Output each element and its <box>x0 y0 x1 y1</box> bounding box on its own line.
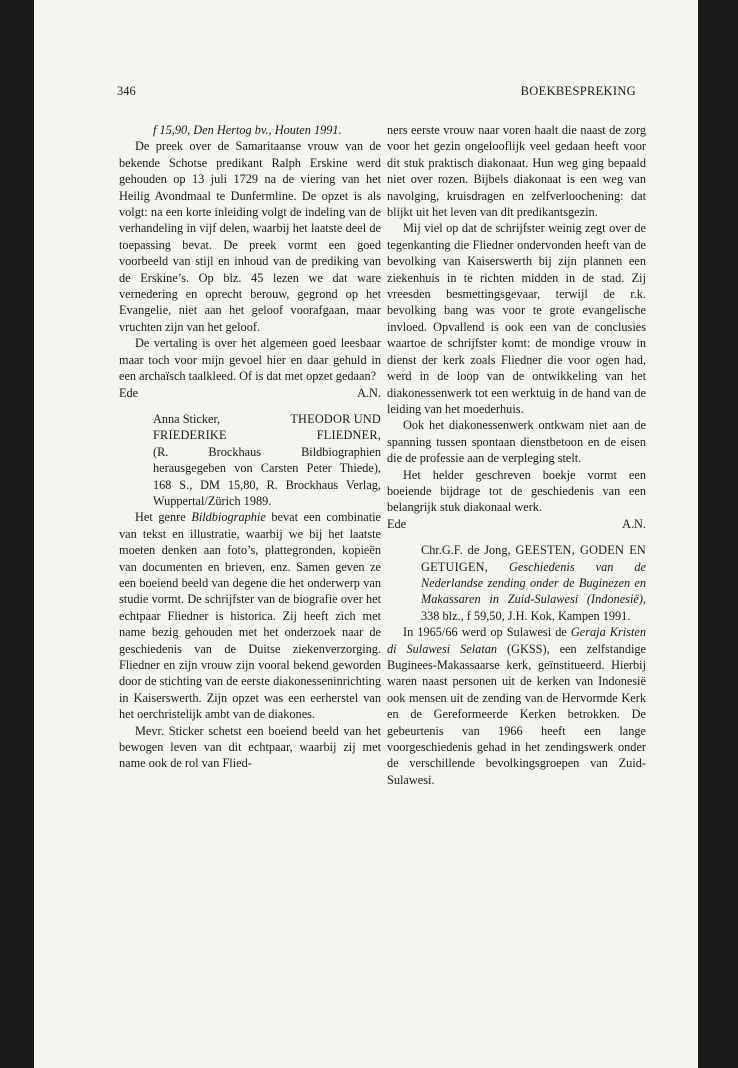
book-title-line: THEODOR UND <box>290 411 381 426</box>
signature-place: Ede <box>119 385 139 400</box>
running-head: BOEKBESPREKING <box>520 84 636 98</box>
signature <box>387 516 646 532</box>
right-column <box>387 122 646 788</box>
book-title: GEESTEN, GODEN EN GETUIGEN, <box>421 543 646 574</box>
paragraph: De preek over de Samaritaanse vrouw van de bekende Schotse predikant Ralph Erskine werd gehouden op 13 juli 1729 na de viering van het Heilig Avondmaal te Dunfermline. De opzet is als volgt: na een korte inleiding volgt de indeling van de verhandeling in vijf delen, waarbij het laatste deel de toepassing bevat. De preek vormt een goed voorbeeld van stijl en inhoud van de prediking van de Erskine’s. Op blz. 45 lezen we dat ware vernedering en oprecht berouw, gegrond op het Evangelie, niet aan het geloof voorafgaan, maar vruchten zijn van het geloof. <box>119 139 381 334</box>
paragraph: De vertaling is over het algemeen goed leesbaar maar toch voor mijn gevoel hier en daar gehuld in een archaïsch taalkleed. Of is dat met opzet gedaan? <box>119 336 381 384</box>
book-details: , 338 blz., f 59,50, J.H. Kok, Kampen 1991. <box>421 592 646 623</box>
book-subtitle: Geschiedenis van de Nederlandse zending onder de Buginezen en Makassaren in Zuid-Sulawesi (Indonesië) <box>421 559 646 607</box>
bibliographic-entry <box>387 542 646 624</box>
page <box>34 0 698 1068</box>
paragraph: ners eerste vrouw naar voren haalt die naast de zorg voor het gezin ongelooflijk veel gedaan heeft voor dit stuk praktisch diakonaat. Hun weg ging bepaald niet over rozen. Bijbels diakonaat is een weg van navolging, kruisdragen en zelfverloochening: dat blijkt uit het leven van dit predikantsgezin. <box>387 123 646 220</box>
bibliographic-entry <box>119 411 381 509</box>
book-title-line: FRIEDERIKE <box>153 428 227 443</box>
left-column <box>119 122 381 772</box>
paragraph: Mij viel op dat de schrijfster weinig zegt over de tegenkanting die Fliedner ondervonden heeft van de bevolking van Kaiserswerth bij zijn plannen een ziekenhuis in te richten midden in de stad. Zij vreesden besmettingsgevaar, terwijl de r.k. bevolking bang was voor te grote evangelische invloed. Opvallend is ook een van de conclusies waartoe de schrijfster komt: de mondige vrouw in dienst der kerk zoals Fliedner die voor ogen had, werd in de loop van de ontwikkeling van het diakonessenwerk tot een werktuig in de hand van de leiding van het moederhuis. <box>387 221 646 416</box>
citation-continuation: f 15,90, Den Hertog bv., Houten 1991. <box>153 123 342 137</box>
paragraph: Het helder geschreven boekje vormt een boeiende bijdrage tot de geschiedenis van een belangrijk stuk diakonaal werk. <box>387 467 646 515</box>
paragraph: Mevr. Sticker schetst een boeiend beeld van het bewogen leven van dit echtpaar, waarbij zij met name ook de rol van Flied- <box>119 723 381 771</box>
signature-place: Ede <box>387 516 407 531</box>
signature <box>119 385 381 401</box>
signature-initials: A.N. <box>622 516 646 531</box>
paragraph: Ook het diakonessenwerk ontkwam niet aan de spanning tussen spontaan dienstbetoon en de eisen die de professie aan de verpleging stelt. <box>387 418 646 466</box>
book-author: Anna Sticker, <box>153 411 221 426</box>
page-number: 346 <box>117 84 136 98</box>
paragraph: Het genre Bildbiographie bevat een combinatie van tekst en illustratie, waarbij we bij het laatste moeten denken aan foto’s, plattegronden, kopieën van documenten en brieven, enz. Samen geven ze een boeiend beeld van degene die het onderwerp van studie vormt. De schrijfster van de biografie over het echtpaar Fliedner is historica. Zij heeft zich met name bezig gehouden met het onderzoek naar de geschiedenis van de Duitse ziekenverzorging. Fliedner en zijn vrouw zijn vooral bekend geworden door de stichting van de eerste diakonesseninrichting in Kaiserswerth. Zijn opzet was een eerherstel van het oerchristelijk ambt van de diakones. <box>119 510 381 722</box>
book-details: (R. Brockhaus Bildbiographien herausgegeben von Carsten Peter Thiede), 168 S., DM 15,80, R. Brockhaus Verlag, Wuppertal/Zürich 1989. <box>153 444 381 508</box>
signature-initials: A.N. <box>357 385 381 400</box>
paragraph: In 1965/66 werd op Sulawesi de Geraja Kristen di Sulawesi Selatan (GKSS), een zelfstandige Buginees-Makassaarse kerk, geïnstitueerd. Hierbij waren naast personen uit de kerken van Indonesië ook mensen uit de zending van de Hervormde Kerk en de Gereformeerde Kerken betrokken. De gebeurtenis van 1966 heeft een lange voorgeschiedenis gehad in het zendingswerk onder de verschillende bevolkingsgroepen van Zuid-Sulawesi. <box>387 625 647 787</box>
book-title-line: FLIEDNER, <box>316 428 381 443</box>
book-author: Chr.G.F. de Jong, <box>421 543 511 558</box>
